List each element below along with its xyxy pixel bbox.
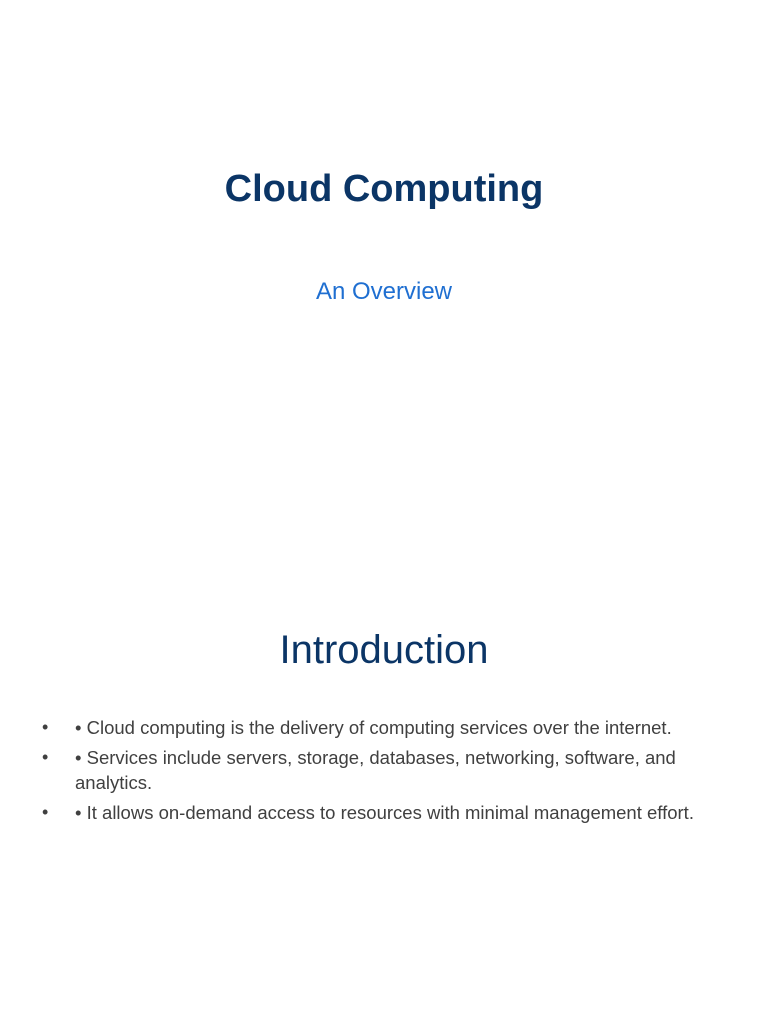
section-title: Introduction [279,628,489,672]
slide-title: Cloud Computing [224,168,544,210]
bullet-item [42,800,722,825]
bullet-item [42,745,722,795]
bullet-text: • Cloud computing is the delivery of computing services over the internet. [75,717,672,738]
bullet-list [42,715,722,830]
bullet-icon: • [42,717,49,737]
slide-subtitle: An Overview [315,278,453,305]
introduction-slide [0,512,768,1024]
bullet-item [42,715,722,740]
bullet-icon: • [42,802,49,822]
bullet-text: • It allows on-demand access to resources with minimal management effort. [75,802,694,823]
bullet-text: • Services include servers, storage, databases, networking, software, and analytics. [75,747,676,793]
bullet-icon: • [42,747,49,767]
